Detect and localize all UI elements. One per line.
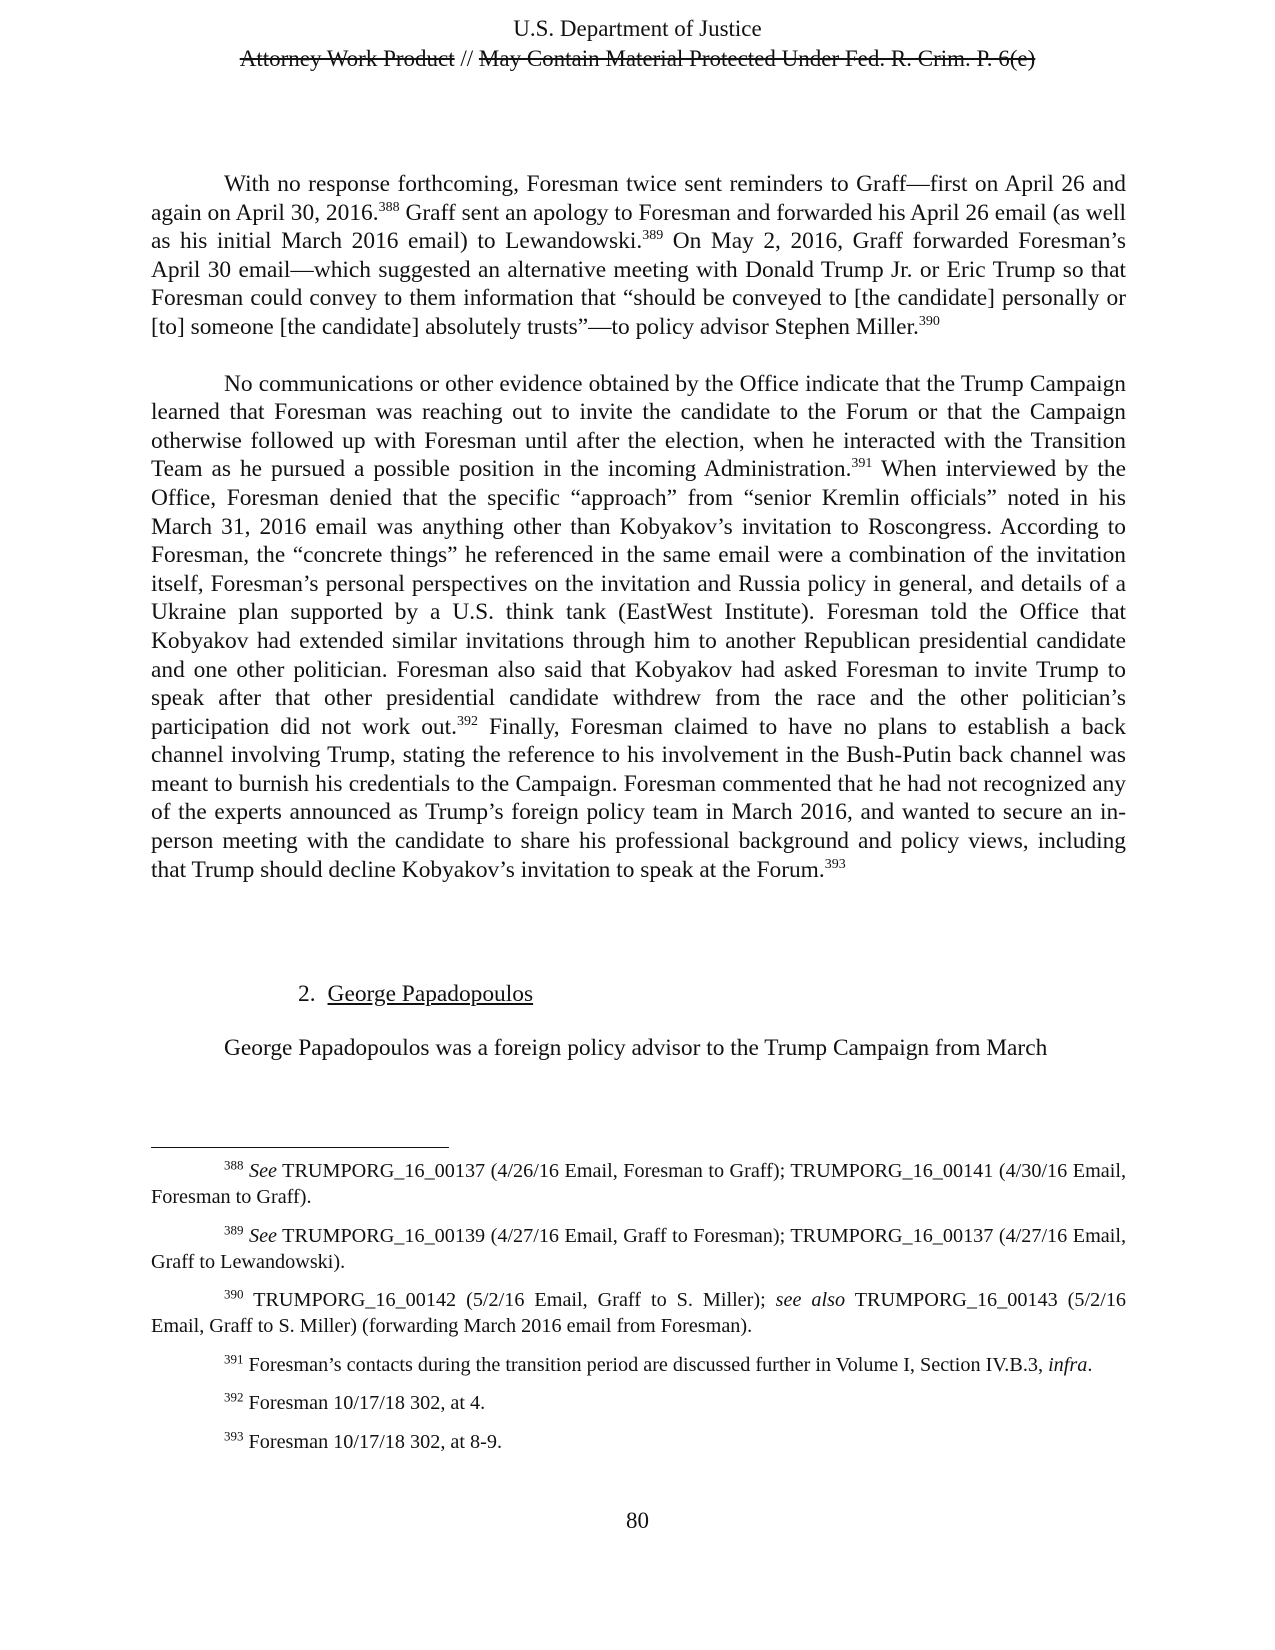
footnote-reference: 391	[851, 456, 873, 472]
italic-text: See	[248, 1160, 277, 1182]
marking-separator: //	[454, 46, 479, 71]
text-run: When interviewed by the Office, Foresman denied that the specific “approach” from “senior Kremlin officials” noted in his March 31, 2016 email was anything other than Kobyakov’s invitation to Roscongress. According to Foresman, the “concrete things” he referenced in the same email were a combination of the invitation itself, Foresman’s personal perspectives on the invitation and Russia policy in general, and details of a Ukraine plan supported by a U.S. think tank (EastWest Institute). Foresman told the Office that Kobyakov had extended similar invitations through him to another Republican presidential candidate and one other politician. Foresman also said that Kobyakov had asked Foresman to invite Trump to speak after that other presidential candidate withdrew from the race and the other politician’s participation did not work out.	[151, 456, 1126, 740]
section-heading	[298, 979, 533, 1009]
footnote-number: 391	[224, 1350, 244, 1366]
footnote-reference: 393	[824, 856, 846, 872]
body-paragraphs	[151, 170, 1126, 884]
text-run: Foresman 10/17/18 302, at 4.	[248, 1392, 486, 1414]
footnote-reference: 388	[378, 199, 400, 215]
section-title: George Papadopoulos	[327, 981, 534, 1007]
agency-name: U.S. Department of Justice	[513, 16, 762, 41]
footnote-reference: 392	[456, 713, 478, 729]
footnote-number: 388	[224, 1157, 244, 1173]
italic-text: infra	[1048, 1353, 1088, 1376]
footnote-number: 393	[224, 1427, 244, 1443]
text-run: .	[1087, 1353, 1093, 1376]
marking-work-product: Attorney Work Product	[239, 46, 455, 71]
footnote-separator	[151, 1147, 449, 1148]
footnotes	[151, 1158, 1126, 1467]
text-run: TRUMPORG_16_00139 (4/27/16 Email, Graff to Foresman); TRUMPORG_16_00137 (4/27/16 Email, Graff to Lewandowski).	[151, 1224, 1126, 1273]
footnote-reference: 389	[642, 228, 664, 244]
text-run: On May 2, 2016, Graff forwarded Foresman’s April 30 email—which suggested an alternative meeting with Donald Trump Jr. or Eric Trump so that Foresman could convey to them information that “should be conveyed to [the candidate] personally or [to] someone [the candidate] absolutely trusts”—to policy advisor Stephen Miller.	[151, 228, 1126, 340]
footnote-390	[151, 1287, 1126, 1339]
text-run: No communications or other evidence obtained by the Office indicate that the Trump Campaign learned that Foresman was reaching out to invite the candidate to the Forum or that the Campaign otherwise followed up with Foresman until after the election, when he interacted with the Transition Team as he pursued a possible position in the incoming Administration.	[151, 370, 1126, 483]
footnote-388	[151, 1158, 1126, 1210]
footnote-reference: 390	[918, 314, 940, 330]
text-run: Foresman’s contacts during the transition period are discussed further in Volume I, Section IV.B.3,	[248, 1353, 1049, 1376]
body-paragraph	[151, 170, 1126, 342]
text-run: TRUMPORG_16_00143 (5/2/16 Email, Graff to S. Miller) (forwarding March 2016 email from Foresman).	[151, 1289, 1127, 1337]
page-header	[0, 14, 1275, 74]
protective-marking	[0, 44, 1275, 74]
text-run: With no response forthcoming, Foresman twice sent reminders to Graff—first on April 26 and again on April 30, 2016.	[151, 171, 1126, 226]
footnote-number: 390	[224, 1286, 244, 1302]
body-paragraph: George Papadopoulos was a foreign policy advisor to the Trump Campaign from March	[224, 1035, 1048, 1061]
final-paragraph-block	[151, 1034, 1126, 1063]
text-run: TRUMPORG_16_00142 (5/2/16 Email, Graff to S. Miller);	[253, 1289, 776, 1311]
footnote-393	[151, 1429, 1126, 1455]
text-run: Finally, Foresman claimed to have no plans to establish a back channel involving Trump, stating the reference to his involvement in the Bush-Putin back channel was meant to burnish his credentials to the Campaign. Foresman commented that he had not recognized any of the experts announced as Trump’s foreign policy team in March 2016, and wanted to secure an in-person meeting with the candidate to share his professional background and policy views, including that Trump should decline Kobyakov’s invitation to speak at the Forum.	[151, 713, 1126, 883]
text-run: Foresman 10/17/18 302, at 8-9.	[248, 1430, 502, 1453]
footnote-392	[151, 1390, 1126, 1416]
italic-text: see also	[775, 1289, 846, 1311]
text-run: TRUMPORG_16_00137 (4/26/16 Email, Foresman to Graff); TRUMPORG_16_00141 (4/30/16 Email, Foresman to Graff).	[151, 1160, 1126, 1208]
italic-text: See	[248, 1224, 277, 1247]
footnote-391	[151, 1352, 1126, 1378]
page-number: 80	[626, 1508, 649, 1533]
section-number: 2.	[298, 981, 316, 1007]
text-run: Graff sent an apology to Foresman and forwarded his April 26 email (as well as his initial March 2016 email) to Lewandowski.	[151, 199, 1127, 255]
marking-grand-jury: May Contain Material Protected Under Fed. R. Crim. P. 6(e)	[478, 46, 1036, 71]
footnote-389	[151, 1223, 1126, 1275]
footnote-number: 392	[224, 1389, 244, 1405]
body-paragraph	[151, 370, 1126, 885]
footnote-number: 389	[224, 1221, 244, 1237]
